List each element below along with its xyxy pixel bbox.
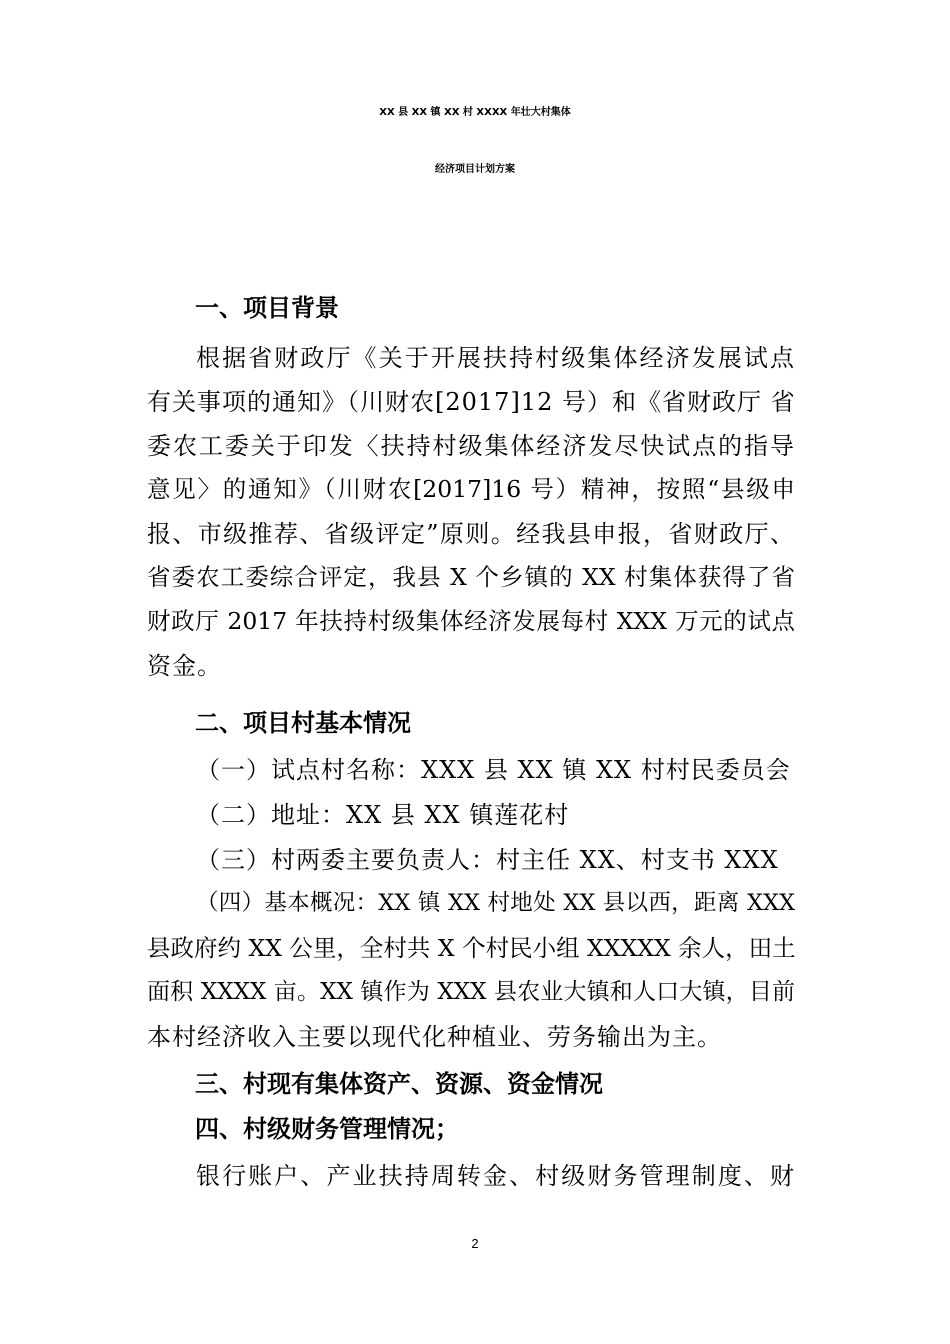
paragraph-line: 省委农工委综合评定，我县 X 个乡镇的 XX 村集体获得了省 bbox=[147, 563, 795, 591]
paragraph-line: 本村经济收入主要以现代化种植业、劳务输出为主。 bbox=[147, 1023, 722, 1051]
list-item: （二）地址：XX 县 XX 镇莲花村 bbox=[196, 801, 570, 829]
paragraph-line: 报、市级推荐、省级评定”原则。经我县申报，省财政厅、 bbox=[147, 520, 795, 548]
document-title-line-2: 经济项目计划方案 bbox=[435, 164, 515, 175]
paragraph-line: 财政厅 2017 年扶持村级集体经济发展每村 XXX 万元的试点 bbox=[147, 607, 795, 635]
list-item: （三）村两委主要负责人：村主任 XX、村支书 XXX bbox=[196, 846, 779, 874]
section-heading-village-info: 二、项目村基本情况 bbox=[195, 709, 411, 737]
list-item: （一）试点村名称：XXX 县 XX 镇 XX 村村民委员会 bbox=[196, 756, 791, 784]
paragraph-line: 意见〉的通知》（川财农[2017]16 号）精神，按照“县级申 bbox=[147, 475, 795, 503]
paragraph-line: （四）基本概况：XX 镇 XX 村地处 XX 县以西，距离 XXX bbox=[196, 890, 795, 916]
section-heading-assets: 三、村现有集体资产、资源、资金情况 bbox=[195, 1070, 603, 1098]
paragraph-line: 委农工委关于印发〈扶持村级集体经济发尽快试点的指导 bbox=[147, 432, 795, 460]
paragraph-line: 面积 XXXX 亩。XX 镇作为 XXX 县农业大镇和人口大镇，目前 bbox=[147, 979, 795, 1005]
paragraph-line: 资金。 bbox=[147, 652, 222, 680]
paragraph-line: 根据省财政厅《关于开展扶持村级集体经济发展试点 bbox=[196, 344, 795, 372]
paragraph-line: 有关事项的通知》（川财农[2017]12 号）和《省财政厅 省 bbox=[147, 388, 796, 416]
page-number: 2 bbox=[471, 1236, 479, 1251]
paragraph-line: 县政府约 XX 公里，全村共 X 个村民小组 XXXXX 余人，田土 bbox=[147, 934, 796, 962]
section-heading-background: 一、项目背景 bbox=[195, 294, 339, 322]
document-title-line-1: XX 县 XX 镇 XX 村 XXXX 年壮大村集体 bbox=[379, 107, 571, 118]
paragraph-line: 银行账户、产业扶持周转金、村级财务管理制度、财 bbox=[196, 1162, 795, 1190]
section-heading-finance: 四、村级财务管理情况； bbox=[195, 1115, 459, 1143]
